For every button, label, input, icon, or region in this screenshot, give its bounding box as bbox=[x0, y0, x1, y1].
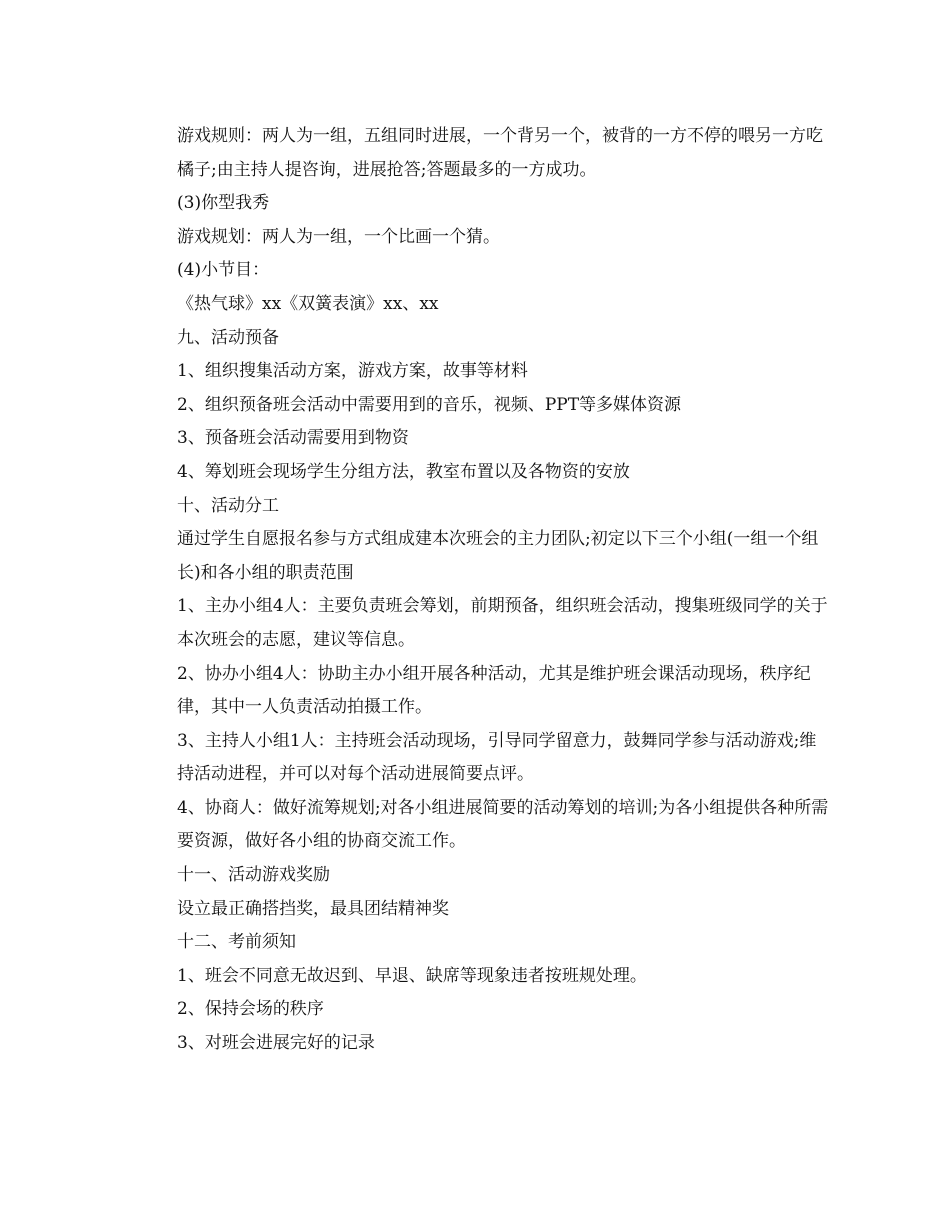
list-item: 3、主持人小组1人：主持班会活动现场，引导同学留意力，鼓舞同学参与活动游戏;维持活动进程，并可以对每个活动进展简要点评。 bbox=[177, 730, 817, 785]
paragraph-programs: 《热气球》xx《双簧表演》xx、xx bbox=[177, 293, 439, 314]
list-item: 2、协办小组4人：协助主办小组开展各种活动，尤其是维护班会课活动现场，秩序纪律，其中一人负责活动拍摄工作。 bbox=[177, 663, 811, 718]
paragraph-game-rules: 游戏规则：两人为一组，五组同时进展，一个背另一个，被背的一方不停的喂另一方吃橘子;由主持人提咨询，进展抢答;答题最多的一方成功。 bbox=[177, 126, 823, 180]
paragraph-game-plan: 游戏规划：两人为一组，一个比画一个猜。 bbox=[177, 226, 500, 247]
list-item: 2、保持会场的秩序 bbox=[177, 999, 324, 1020]
paragraph-item-4: (4)小节目： bbox=[177, 260, 270, 281]
list-item: 3、预备班会活动需要用到物资 bbox=[177, 428, 409, 449]
section-heading-9: 九、活动预备 bbox=[177, 327, 279, 348]
list-item: 1、组织搜集活动方案，游戏方案，故事等材料 bbox=[177, 361, 528, 382]
paragraph-item-3: (3)你型我秀 bbox=[177, 193, 270, 214]
section-heading-10: 十、活动分工 bbox=[177, 495, 279, 516]
list-item: 2、组织预备班会活动中需要用到的音乐，视频、PPT等多媒体资源 bbox=[177, 394, 682, 415]
list-item: 1、主办小组4人：主要负责班会筹划，前期预备，组织班会活动，搜集班级同学的关于本次班会的志愿，建议等信息。 bbox=[177, 596, 828, 650]
paragraph-team-intro: 通过学生自愿报名参与方式组成建本次班会的主力团队;初定以下三个小组(一组一个组长)和各小组的职责范围 bbox=[177, 529, 819, 583]
section-heading-11: 十一、活动游戏奖励 bbox=[177, 865, 330, 886]
list-item: 3、对班会进展完好的记录 bbox=[177, 1033, 375, 1054]
list-item: 1、班会不同意无故迟到、早退、缺席等现象违者按班规处理。 bbox=[177, 965, 647, 986]
section-heading-12: 十二、考前须知 bbox=[177, 932, 296, 953]
list-item: 4、协商人：做好流筹规划;对各小组进展简要的活动筹划的培训;为各小组提供各种所需要资源，做好各小组的协商交流工作。 bbox=[177, 797, 829, 852]
document-body bbox=[142, 120, 832, 1061]
paragraph-awards: 设立最正确搭挡奖，最具团结精神奖 bbox=[177, 898, 449, 919]
list-item: 4、筹划班会现场学生分组方法，教室布置以及各物资的安放 bbox=[177, 461, 630, 482]
